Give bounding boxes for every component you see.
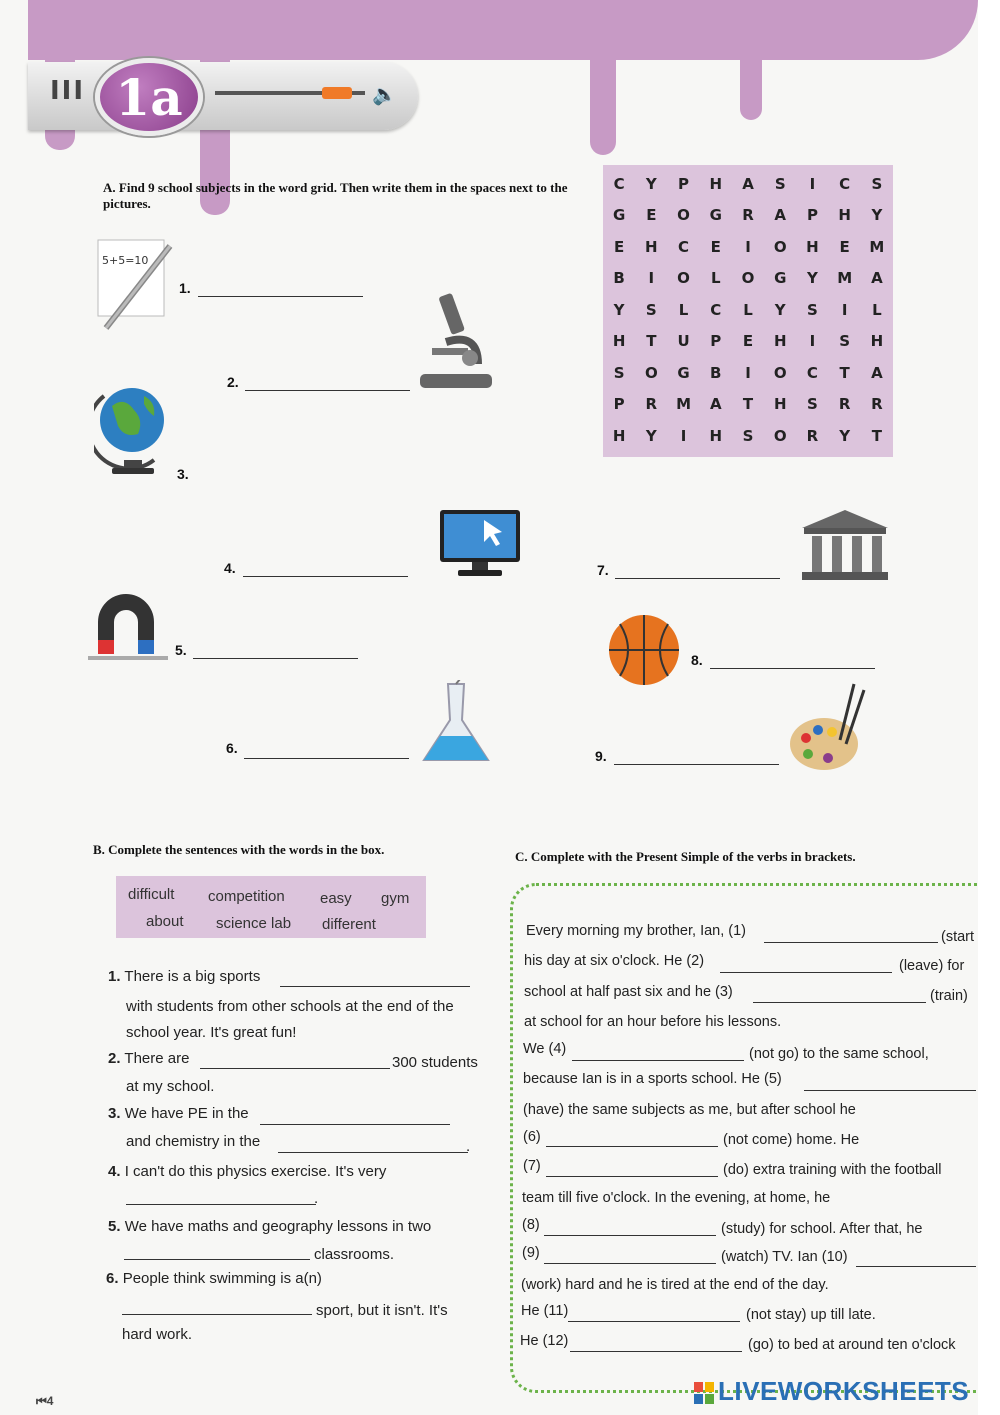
item-number-5: 5. — [175, 642, 187, 658]
answer-line-c10[interactable] — [856, 1266, 976, 1267]
grid-letter[interactable]: S — [871, 174, 883, 193]
grid-letter[interactable]: H — [806, 237, 819, 256]
sentence-b3 — [108, 1105, 249, 1122]
grid-letter[interactable]: G — [612, 206, 626, 225]
sentence-b2 — [108, 1050, 189, 1067]
c-line-verb: (watch) TV. Ian (10) — [721, 1249, 848, 1265]
grid-letter[interactable]: R — [871, 395, 883, 414]
unit-badge: 1a — [95, 58, 203, 136]
sentence-text: . — [314, 1190, 319, 1207]
grid-letter[interactable]: I — [745, 363, 751, 382]
grid-letter[interactable]: B — [710, 363, 722, 382]
speaker-icon: 🔈 — [372, 84, 397, 106]
section-a-instruction: A. Find 9 school subjects in the word grid. Then write them in the spaces next to the pictures. — [103, 180, 568, 211]
answer-line-c3[interactable] — [753, 1002, 926, 1003]
c-line-verb: (start — [941, 929, 975, 945]
answer-line-b3b[interactable] — [278, 1152, 468, 1153]
item-number-1: 1. — [179, 280, 191, 296]
grid-letter[interactable]: Y — [839, 426, 851, 445]
answer-line-8[interactable] — [710, 668, 875, 669]
grid-letter[interactable]: H — [773, 395, 787, 414]
sentence-number: 6. — [106, 1270, 119, 1287]
sentence-b4 — [108, 1163, 386, 1180]
math-label: 5+5=10 — [102, 254, 149, 267]
grid-letter[interactable]: O — [773, 237, 787, 256]
grid-letter[interactable]: O — [773, 426, 787, 445]
grid-letter[interactable]: L — [710, 269, 721, 288]
grid-letter[interactable]: H — [645, 237, 658, 256]
grid-letter[interactable]: P — [710, 332, 722, 351]
grid-letter[interactable]: O — [773, 363, 787, 382]
sentence-text: . — [466, 1138, 471, 1155]
grid-letter[interactable]: I — [648, 269, 655, 288]
grid-letter[interactable]: A — [871, 363, 883, 382]
bars-icon: III — [50, 76, 86, 106]
grid-letter[interactable]: I — [841, 300, 848, 319]
sentence-b6 — [106, 1270, 322, 1287]
header-drip — [740, 40, 762, 120]
c-line: (9) — [522, 1245, 540, 1261]
grid-letter[interactable]: Y — [774, 300, 786, 319]
liveworksheets-logo-icon — [694, 1382, 714, 1404]
grid-letter[interactable]: E — [613, 237, 625, 256]
item-number-4: 4. — [224, 560, 236, 576]
grid-letter[interactable]: S — [807, 395, 818, 414]
grid-letter[interactable]: I — [680, 426, 687, 445]
c-line-verb: (not come) home. He — [723, 1132, 860, 1148]
c-line: (work) hard and he is tired at the end of the day. — [521, 1277, 829, 1293]
grid-letter[interactable]: R — [742, 206, 754, 225]
section-b-instruction: B. Complete the sentences with the words in the box. — [93, 842, 385, 857]
c-line: at school for an hour before his lessons. — [524, 1014, 782, 1030]
grid-letter[interactable]: S — [807, 300, 818, 319]
grid-letter[interactable]: B — [613, 269, 625, 288]
answer-line-c1[interactable] — [764, 942, 938, 943]
answer-line-b3a[interactable] — [260, 1124, 450, 1125]
answer-line-c8[interactable] — [544, 1235, 716, 1236]
grid-letter[interactable]: Y — [807, 269, 818, 288]
grid-letter[interactable]: S — [742, 426, 754, 445]
c-line: (8) — [522, 1217, 540, 1233]
answer-line-b6[interactable] — [122, 1314, 312, 1315]
answer-line-b1[interactable] — [280, 986, 470, 987]
c-line-verb: (go) to bed at around ten o'clock — [748, 1337, 956, 1353]
grid-letter[interactable]: P — [678, 174, 690, 193]
computer-monitor-icon — [438, 508, 522, 580]
grid-letter[interactable]: E — [742, 332, 754, 351]
grid-letter[interactable]: I — [745, 237, 751, 256]
grid-letter[interactable]: H — [612, 332, 626, 351]
answer-line-c7[interactable] — [546, 1176, 718, 1177]
c-line: He (11) — [521, 1303, 569, 1319]
grid-letter[interactable]: H — [773, 332, 787, 351]
answer-line-b4[interactable] — [126, 1204, 316, 1205]
c-line-verb: (not stay) up till late. — [746, 1307, 876, 1323]
grid-letter[interactable]: H — [612, 426, 626, 445]
grid-letter[interactable]: C — [710, 300, 722, 319]
grid-letter[interactable]: E — [710, 237, 721, 256]
c-line: (7) — [523, 1158, 541, 1174]
item-number-7: 7. — [597, 562, 609, 578]
c-line: because Ian is in a sports school. He (5) — [523, 1071, 782, 1087]
grid-letter[interactable]: L — [872, 300, 882, 319]
grid-letter[interactable]: M — [676, 395, 692, 414]
word-box-item: easy — [320, 890, 352, 907]
grid-letter[interactable]: A — [742, 174, 754, 193]
grid-letter[interactable]: M — [837, 269, 853, 288]
sentence-text: There is a big sports — [124, 968, 261, 985]
sentence-number: 4. — [108, 1163, 121, 1180]
grid-letter[interactable]: S — [839, 332, 851, 351]
grid-letter[interactable]: P — [613, 395, 625, 414]
grid-letter[interactable]: I — [809, 332, 816, 351]
word-box-item: gym — [381, 890, 410, 907]
grid-letter[interactable]: A — [709, 395, 722, 414]
sentence-b5 — [108, 1218, 431, 1235]
grid-letter[interactable]: S — [774, 174, 786, 193]
sentence-text: and chemistry in the — [126, 1133, 261, 1150]
header-banner — [28, 0, 978, 60]
answer-line-4[interactable] — [243, 576, 408, 577]
answer-line-c12[interactable] — [570, 1351, 742, 1352]
grid-letter[interactable]: P — [806, 206, 818, 225]
grid-letter[interactable]: S — [613, 363, 625, 382]
grid-letter[interactable]: L — [743, 300, 753, 319]
grid-letter[interactable]: O — [677, 269, 690, 288]
c-line: (have) the same subjects as me, but after school he — [523, 1102, 856, 1118]
grid-letter[interactable]: M — [869, 237, 885, 256]
word-box-item: difficult — [128, 886, 175, 903]
grid-letter[interactable]: G — [774, 269, 787, 288]
calculator-pen-icon — [96, 236, 178, 334]
grid-letter[interactable]: H — [838, 206, 851, 225]
item-number-9: 9. — [595, 748, 607, 764]
sentence-text: school year. It's great fun! — [126, 1024, 297, 1041]
c-line: his day at six o'clock. He (2) — [524, 953, 705, 969]
answer-line-5[interactable] — [193, 658, 358, 659]
answer-line-b5[interactable] — [124, 1259, 310, 1260]
grid-letter[interactable]: O — [741, 269, 755, 288]
grid-letter[interactable]: R — [806, 426, 819, 445]
grid-letter[interactable]: C — [613, 174, 625, 193]
answer-line-c4[interactable] — [572, 1060, 744, 1061]
c-line: He (12) — [520, 1333, 569, 1349]
grid-letter[interactable]: T — [742, 395, 754, 414]
grid-letter[interactable]: Y — [871, 206, 883, 225]
grid-letter[interactable]: H — [709, 174, 723, 193]
grid-letter[interactable]: I — [809, 174, 816, 193]
c-line-verb: (study) for school. After that, he — [721, 1221, 923, 1237]
word-box-item: about — [146, 913, 184, 930]
c-line: school at half past six and he (3) — [524, 984, 733, 1000]
c-line: (6) — [523, 1129, 541, 1145]
sentence-number: 3. — [108, 1105, 121, 1122]
c-line-verb: (train) — [930, 988, 968, 1004]
museum-building-icon — [798, 508, 892, 586]
grid-letter[interactable]: R — [838, 395, 851, 414]
liveworksheets-logo[interactable]: LIVEWORKSHEETS — [718, 1376, 970, 1406]
grid-letter[interactable]: H — [709, 426, 723, 445]
c-line-verb: (not go) to the same school, — [749, 1046, 929, 1062]
sentence-text: 300 students — [392, 1054, 478, 1071]
grid-letter[interactable]: G — [709, 206, 722, 225]
grid-letter[interactable]: L — [678, 300, 689, 319]
sentence-number: 5. — [108, 1218, 121, 1235]
sentence-text: People think swimming is a(n) — [122, 1270, 322, 1287]
grid-letter[interactable]: O — [644, 363, 658, 382]
c-line: We (4) — [523, 1041, 567, 1057]
c-line-verb: (do) extra training with the football — [723, 1162, 942, 1178]
grid-letter[interactable]: A — [774, 206, 787, 225]
item-number-6: 6. — [226, 740, 238, 756]
grid-letter[interactable]: H — [870, 332, 884, 351]
word-box-item: competition — [208, 888, 285, 905]
globe-icon — [94, 376, 174, 476]
grid-letter[interactable]: Y — [613, 300, 625, 319]
sentence-text: We have maths and geography lessons in two — [124, 1218, 432, 1235]
page-number: ⏮4 — [36, 1394, 54, 1408]
answer-line-c9[interactable] — [544, 1263, 716, 1264]
sentence-text: We have PE in the — [124, 1105, 249, 1122]
grid-letter[interactable]: T — [871, 426, 882, 445]
sentence-text: with students from other schools at the end of the — [126, 998, 454, 1015]
c-line: Every morning my brother, Ian, (1) — [526, 923, 746, 939]
flask-icon — [418, 680, 494, 766]
answer-line-7[interactable] — [615, 578, 780, 579]
answer-line-c2[interactable] — [720, 972, 892, 973]
sentence-text: hard work. — [122, 1326, 193, 1343]
sentence-number: 2. — [108, 1050, 121, 1067]
word-box-item: different — [322, 916, 376, 933]
grid-letter[interactable]: E — [839, 237, 850, 256]
c-line: team till five o'clock. In the evening, at home, he — [522, 1190, 831, 1206]
item-number-2: 2. — [227, 374, 239, 390]
word-box-item: science lab — [216, 915, 292, 932]
grid-letter[interactable]: A — [871, 269, 883, 288]
item-number-8: 8. — [691, 652, 703, 668]
grid-letter[interactable]: Y — [645, 174, 657, 193]
header-bar — [28, 62, 418, 130]
microscope-icon — [416, 292, 498, 392]
grid-letter[interactable]: Y — [645, 426, 657, 445]
grid-letter[interactable]: G — [677, 363, 690, 382]
grid-letter[interactable]: S — [645, 300, 657, 319]
grid-letter[interactable]: C — [806, 363, 818, 382]
grid-letter[interactable]: O — [677, 206, 690, 225]
grid-letter[interactable]: T — [839, 363, 850, 382]
grid-letter[interactable]: E — [646, 206, 657, 225]
answer-line-c6[interactable] — [546, 1146, 718, 1147]
section-c-instruction: C. Complete with the Present Simple of the verbs in brackets. — [515, 849, 856, 864]
sentence-text: classrooms. — [314, 1246, 395, 1263]
grid-letter[interactable]: R — [645, 395, 658, 414]
grid-letter[interactable]: C — [839, 174, 851, 193]
grid-letter[interactable]: T — [646, 332, 657, 351]
answer-line-6[interactable] — [244, 758, 409, 759]
header-drip — [590, 40, 616, 155]
page-edge — [978, 0, 1000, 1415]
magnet-icon — [86, 584, 170, 668]
grid-letter[interactable]: U — [677, 332, 690, 351]
answer-line-b2[interactable] — [200, 1068, 390, 1069]
c-line-verb: (leave) for — [899, 958, 965, 974]
answer-line-1[interactable] — [198, 296, 363, 297]
answer-line-9[interactable] — [614, 764, 779, 765]
volume-slider-knob — [322, 87, 352, 99]
word-grid[interactable] — [603, 168, 893, 452]
sentence-number: 1. — [108, 968, 121, 985]
sentence-text: I can't do this physics exercise. It's very — [124, 1163, 387, 1180]
sentence-b1 — [108, 968, 260, 985]
answer-line-2[interactable] — [245, 390, 410, 391]
grid-letter[interactable]: C — [678, 237, 690, 256]
paint-palette-icon — [788, 680, 868, 776]
item-number-3: 3. — [177, 466, 189, 482]
sentence-text: at my school. — [126, 1078, 215, 1095]
basketball-icon — [606, 612, 682, 688]
answer-line-c11[interactable] — [568, 1321, 740, 1322]
sentence-text: sport, but it isn't. It's — [316, 1302, 448, 1319]
answer-line-c5[interactable] — [804, 1090, 976, 1091]
sentence-text: There are — [124, 1050, 190, 1067]
